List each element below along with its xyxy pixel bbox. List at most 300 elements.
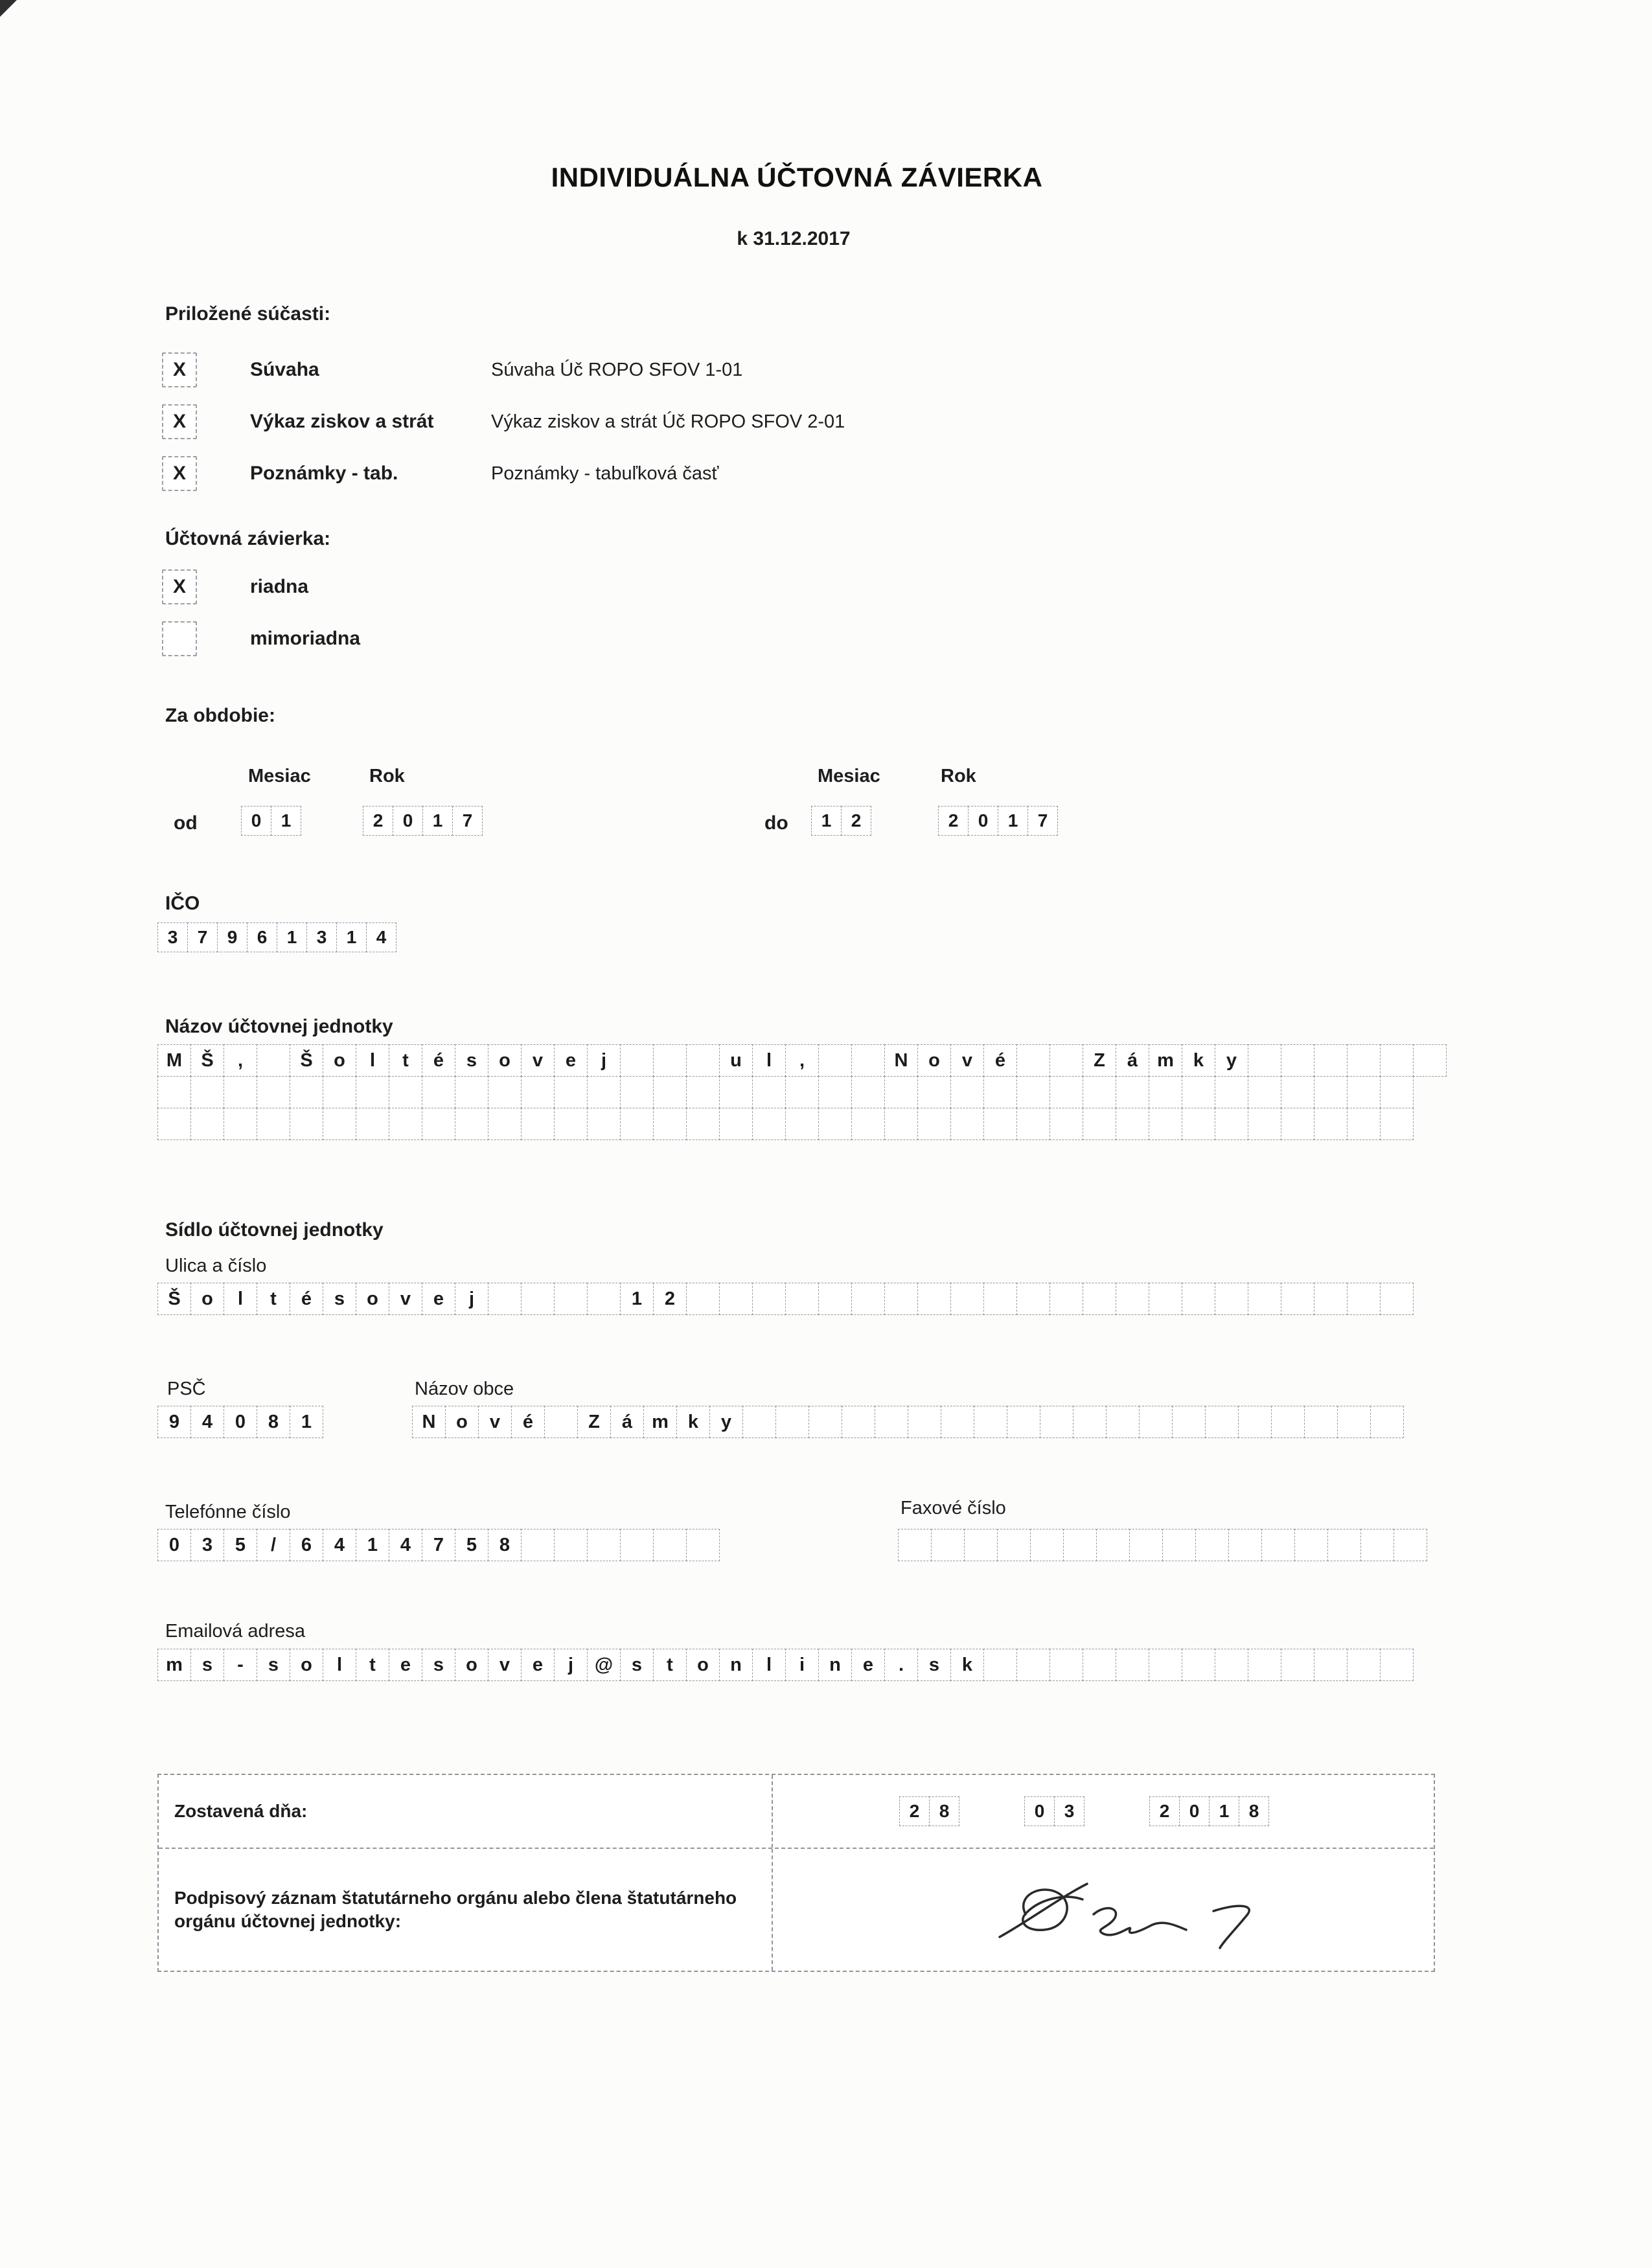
char-cell xyxy=(620,1108,654,1140)
char-cell: 8 xyxy=(929,1796,959,1826)
char-cell xyxy=(1182,1076,1215,1108)
char-cell: 5 xyxy=(455,1529,488,1561)
char-cell: 9 xyxy=(217,922,247,952)
char-cell xyxy=(653,1529,687,1561)
char-cell: o xyxy=(445,1406,479,1438)
char-cell: s xyxy=(190,1649,224,1681)
char-cell xyxy=(521,1108,555,1140)
char-cell xyxy=(686,1076,720,1108)
char-cell: 7 xyxy=(422,1529,455,1561)
email-label: Emailová adresa xyxy=(165,1621,305,1642)
fax-cells xyxy=(898,1529,1427,1561)
char-cell xyxy=(983,1283,1017,1315)
compiled-date-label: Zostavená dňa: xyxy=(174,1800,308,1821)
char-cell xyxy=(190,1076,224,1108)
char-cell: 1 xyxy=(422,806,453,836)
char-cell: m xyxy=(157,1649,191,1681)
char-cell xyxy=(389,1076,422,1108)
char-cell xyxy=(1215,1076,1248,1108)
char-cell: 2 xyxy=(938,806,969,836)
psc-label: PSČ xyxy=(167,1379,206,1399)
char-cell: u xyxy=(719,1044,753,1077)
period-to-label: do xyxy=(764,812,788,834)
char-cell xyxy=(190,1108,224,1140)
char-cell xyxy=(1007,1406,1040,1438)
char-cell xyxy=(1182,1108,1215,1140)
char-cell xyxy=(157,1108,191,1140)
char-cell xyxy=(785,1283,819,1315)
char-cell xyxy=(931,1529,965,1561)
char-cell: n xyxy=(719,1649,753,1681)
char-cell xyxy=(1347,1649,1381,1681)
char-cell: 6 xyxy=(290,1529,323,1561)
email-cells xyxy=(157,1649,1414,1681)
period-from-month-cells xyxy=(241,806,301,836)
phone-cells xyxy=(157,1529,720,1561)
char-cell: 2 xyxy=(653,1283,687,1315)
char-cell: y xyxy=(1215,1044,1248,1077)
signature-label: Podpisový záznam štatutárneho orgánu alebo člena štatutárneho orgánu účtovnej jednotky: xyxy=(174,1887,737,1931)
char-cell xyxy=(554,1076,588,1108)
char-cell: m xyxy=(643,1406,677,1438)
char-cell: 8 xyxy=(1239,1796,1269,1826)
period-to-year-label: Rok xyxy=(941,766,976,786)
char-cell xyxy=(1281,1108,1314,1140)
signature-row xyxy=(159,1849,1434,1971)
char-cell: t xyxy=(356,1649,389,1681)
char-cell: o xyxy=(488,1044,522,1077)
char-cell xyxy=(1116,1283,1149,1315)
char-cell xyxy=(1281,1649,1314,1681)
char-cell: s xyxy=(620,1649,654,1681)
char-cell: v xyxy=(389,1283,422,1315)
char-cell xyxy=(1294,1529,1328,1561)
char-cell: s xyxy=(257,1649,290,1681)
attachment-description: Súvaha Úč ROPO SFOV 1-01 xyxy=(491,359,743,380)
char-cell xyxy=(686,1044,720,1077)
char-cell xyxy=(1413,1044,1447,1077)
char-cell: o xyxy=(323,1044,356,1077)
char-cell: s xyxy=(917,1649,951,1681)
char-cell: 3 xyxy=(306,922,337,952)
char-cell xyxy=(257,1108,290,1140)
char-cell: j xyxy=(554,1649,588,1681)
char-cell xyxy=(818,1076,852,1108)
vykaz-checkbox xyxy=(162,404,197,439)
char-cell xyxy=(1050,1076,1083,1108)
char-cell xyxy=(1215,1283,1248,1315)
char-cell xyxy=(1172,1406,1206,1438)
char-cell: 1 xyxy=(811,806,842,836)
char-cell xyxy=(422,1076,455,1108)
char-cell xyxy=(752,1108,786,1140)
attachment-description: Výkaz ziskov a strát Úč ROPO SFOV 2-01 xyxy=(491,411,845,432)
char-cell xyxy=(809,1406,842,1438)
compiled-date-values xyxy=(773,1775,1434,1848)
char-cell xyxy=(908,1406,941,1438)
char-cell xyxy=(488,1283,522,1315)
char-cell: N xyxy=(412,1406,446,1438)
char-cell: Š xyxy=(157,1283,191,1315)
period-heading: Za obdobie: xyxy=(165,705,275,726)
char-cell: v xyxy=(521,1044,555,1077)
char-cell: l xyxy=(752,1649,786,1681)
char-cell: 8 xyxy=(488,1529,522,1561)
compiled-date-cell xyxy=(159,1775,773,1848)
char-cell xyxy=(1182,1283,1215,1315)
closing-type-heading: Účtovná závierka: xyxy=(165,528,331,549)
char-cell: 5 xyxy=(224,1529,257,1561)
char-cell: v xyxy=(478,1406,512,1438)
attachments-heading: Priložené súčasti: xyxy=(165,303,331,325)
char-cell xyxy=(1281,1076,1314,1108)
char-cell xyxy=(290,1076,323,1108)
char-cell xyxy=(1129,1529,1163,1561)
char-cell: m xyxy=(1149,1044,1182,1077)
period-to-year-cells xyxy=(938,806,1058,836)
char-cell xyxy=(488,1108,522,1140)
char-cell xyxy=(1149,1108,1182,1140)
char-cell xyxy=(653,1076,687,1108)
char-cell xyxy=(1116,1076,1149,1108)
char-cell xyxy=(950,1108,984,1140)
char-cell xyxy=(1083,1283,1116,1315)
signature-table xyxy=(157,1774,1435,1972)
char-cell: 7 xyxy=(452,806,483,836)
char-cell xyxy=(884,1076,918,1108)
char-cell xyxy=(1380,1649,1414,1681)
char-cell: 0 xyxy=(1024,1796,1055,1826)
char-cell: 1 xyxy=(998,806,1028,836)
char-cell: o xyxy=(356,1283,389,1315)
char-cell xyxy=(964,1529,998,1561)
char-cell: 4 xyxy=(389,1529,422,1561)
char-cell: i xyxy=(785,1649,819,1681)
char-cell xyxy=(1016,1076,1050,1108)
char-cell xyxy=(1106,1406,1140,1438)
char-cell: t xyxy=(389,1044,422,1077)
char-cell xyxy=(884,1108,918,1140)
char-cell xyxy=(587,1108,621,1140)
attachment-description: Poznámky - tabuľková časť xyxy=(491,463,719,484)
period-from-label: od xyxy=(174,812,198,834)
char-cell xyxy=(1314,1044,1348,1077)
poznamky-checkbox xyxy=(162,456,197,491)
char-cell xyxy=(290,1108,323,1140)
char-cell xyxy=(686,1529,720,1561)
char-cell: k xyxy=(676,1406,710,1438)
street-cells xyxy=(157,1283,1414,1315)
char-cell xyxy=(1248,1649,1281,1681)
char-cell xyxy=(1337,1406,1371,1438)
char-cell xyxy=(224,1108,257,1140)
char-cell: j xyxy=(455,1283,488,1315)
char-cell xyxy=(1238,1406,1272,1438)
char-cell: 0 xyxy=(241,806,271,836)
char-cell: e xyxy=(851,1649,885,1681)
period-to-month-label: Mesiac xyxy=(818,766,880,786)
char-cell: n xyxy=(818,1649,852,1681)
char-cell: é xyxy=(511,1406,545,1438)
char-cell xyxy=(1096,1529,1130,1561)
char-cell: k xyxy=(1182,1044,1215,1077)
char-cell xyxy=(455,1076,488,1108)
char-cell: e xyxy=(422,1283,455,1315)
char-cell xyxy=(1016,1108,1050,1140)
char-cell: M xyxy=(157,1044,191,1077)
char-cell xyxy=(1304,1406,1338,1438)
char-cell xyxy=(752,1283,786,1315)
char-cell xyxy=(898,1529,932,1561)
ico-cells xyxy=(157,922,396,952)
char-cell xyxy=(1347,1044,1381,1077)
char-cell: Š xyxy=(190,1044,224,1077)
char-cell: á xyxy=(610,1406,644,1438)
period-from-year-cells xyxy=(363,806,483,836)
char-cell: - xyxy=(224,1649,257,1681)
char-cell xyxy=(389,1108,422,1140)
char-cell: o xyxy=(455,1649,488,1681)
char-cell xyxy=(1139,1406,1173,1438)
char-cell: 4 xyxy=(366,922,396,952)
char-cell xyxy=(917,1108,951,1140)
char-cell xyxy=(1380,1283,1414,1315)
char-cell xyxy=(818,1108,852,1140)
char-cell xyxy=(1083,1108,1116,1140)
checkbox-mark: X xyxy=(172,359,186,380)
char-cell xyxy=(257,1044,290,1077)
char-cell xyxy=(851,1283,885,1315)
char-cell: o xyxy=(290,1649,323,1681)
char-cell xyxy=(554,1529,588,1561)
char-cell xyxy=(1261,1529,1295,1561)
attachment-label: Poznámky - tab. xyxy=(250,463,398,484)
char-cell xyxy=(1347,1076,1381,1108)
char-cell xyxy=(554,1108,588,1140)
char-cell xyxy=(1215,1649,1248,1681)
char-cell: Z xyxy=(577,1406,611,1438)
char-cell xyxy=(554,1283,588,1315)
char-cell: 1 xyxy=(1209,1796,1239,1826)
char-cell xyxy=(620,1076,654,1108)
char-cell xyxy=(1248,1076,1281,1108)
char-cell xyxy=(521,1283,555,1315)
char-cell xyxy=(983,1108,1017,1140)
char-cell: o xyxy=(686,1649,720,1681)
char-cell xyxy=(983,1649,1017,1681)
char-cell xyxy=(1030,1529,1064,1561)
char-cell xyxy=(620,1529,654,1561)
char-cell xyxy=(974,1406,1007,1438)
char-cell: 0 xyxy=(157,1529,191,1561)
char-cell: é xyxy=(290,1283,323,1315)
char-cell: 1 xyxy=(620,1283,654,1315)
char-cell xyxy=(941,1406,974,1438)
char-cell: Z xyxy=(1083,1044,1116,1077)
char-cell xyxy=(1182,1649,1215,1681)
char-cell: 1 xyxy=(271,806,301,836)
char-cell xyxy=(875,1406,908,1438)
char-cell: k xyxy=(950,1649,984,1681)
char-cell: l xyxy=(356,1044,389,1077)
closing-type-label: mimoriadna xyxy=(250,628,361,649)
char-cell xyxy=(1248,1044,1281,1077)
psc-cells xyxy=(157,1406,323,1438)
riadna-checkbox xyxy=(162,569,197,604)
char-cell xyxy=(884,1283,918,1315)
char-cell: v xyxy=(488,1649,522,1681)
char-cell: s xyxy=(455,1044,488,1077)
char-cell xyxy=(818,1044,852,1077)
char-cell: 7 xyxy=(1027,806,1058,836)
char-cell xyxy=(257,1076,290,1108)
char-cell: 8 xyxy=(257,1406,290,1438)
char-cell xyxy=(422,1108,455,1140)
char-cell xyxy=(1281,1283,1314,1315)
char-cell: v xyxy=(950,1044,984,1077)
entity-name-row-3 xyxy=(157,1108,1447,1140)
char-cell xyxy=(719,1076,753,1108)
char-cell xyxy=(1050,1044,1083,1077)
char-cell xyxy=(950,1076,984,1108)
char-cell: e xyxy=(521,1649,555,1681)
char-cell: 2 xyxy=(899,1796,930,1826)
char-cell: N xyxy=(884,1044,918,1077)
char-cell xyxy=(1360,1529,1394,1561)
char-cell: Š xyxy=(290,1044,323,1077)
char-cell: s xyxy=(323,1283,356,1315)
char-cell xyxy=(1380,1108,1414,1140)
char-cell: 1 xyxy=(356,1529,389,1561)
char-cell xyxy=(1248,1283,1281,1315)
char-cell xyxy=(1016,1044,1050,1077)
char-cell xyxy=(785,1108,819,1140)
char-cell xyxy=(1050,1283,1083,1315)
closing-type-label: riadna xyxy=(250,576,309,597)
char-cell: @ xyxy=(587,1649,621,1681)
char-cell xyxy=(224,1076,257,1108)
char-cell: é xyxy=(983,1044,1017,1077)
char-cell: 9 xyxy=(157,1406,191,1438)
char-cell xyxy=(1314,1108,1348,1140)
char-cell: 3 xyxy=(1054,1796,1084,1826)
attachment-row-vykaz xyxy=(162,404,845,440)
char-cell xyxy=(1347,1108,1381,1140)
char-cell xyxy=(544,1406,578,1438)
char-cell xyxy=(851,1044,885,1077)
char-cell xyxy=(1314,1283,1348,1315)
char-cell xyxy=(1016,1283,1050,1315)
form-date-line: k 31.12.2017 xyxy=(737,228,851,249)
street-label: Ulica a číslo xyxy=(165,1255,267,1276)
suvaha-checkbox xyxy=(162,352,197,387)
address-heading: Sídlo účtovnej jednotky xyxy=(165,1219,384,1241)
period-to-month-cells xyxy=(811,806,871,836)
char-cell xyxy=(818,1283,852,1315)
char-cell: 4 xyxy=(190,1406,224,1438)
char-cell xyxy=(1327,1529,1361,1561)
char-cell xyxy=(1040,1406,1073,1438)
char-cell xyxy=(1149,1283,1182,1315)
char-cell xyxy=(1083,1649,1116,1681)
char-cell xyxy=(1073,1406,1107,1438)
char-cell: e xyxy=(554,1044,588,1077)
char-cell xyxy=(488,1076,522,1108)
char-cell xyxy=(983,1076,1017,1108)
char-cell: 2 xyxy=(363,806,393,836)
char-cell xyxy=(1116,1649,1149,1681)
checkbox-mark: X xyxy=(172,463,186,484)
char-cell: 1 xyxy=(277,922,307,952)
period-from-month-label: Mesiac xyxy=(248,766,311,786)
char-cell xyxy=(1149,1649,1182,1681)
char-cell: . xyxy=(884,1649,918,1681)
attachment-row-poznamky xyxy=(162,455,718,492)
attachment-label: Výkaz ziskov a strát xyxy=(250,411,434,432)
char-cell xyxy=(1228,1529,1262,1561)
closing-type-row-riadna xyxy=(162,569,491,605)
char-cell xyxy=(1380,1044,1414,1077)
char-cell: 1 xyxy=(290,1406,323,1438)
char-cell: , xyxy=(785,1044,819,1077)
char-cell: 0 xyxy=(393,806,423,836)
period-from-year-label: Rok xyxy=(369,766,405,786)
checkbox-mark: X xyxy=(172,411,186,432)
char-cell: é xyxy=(422,1044,455,1077)
char-cell: 2 xyxy=(841,806,871,836)
attachment-label: Súvaha xyxy=(250,359,319,380)
entity-name-row-1 xyxy=(157,1044,1447,1077)
char-cell xyxy=(1370,1406,1404,1438)
ico-label: IČO xyxy=(165,893,200,914)
char-cell: t xyxy=(257,1283,290,1315)
char-cell: y xyxy=(709,1406,743,1438)
char-cell: 6 xyxy=(247,922,277,952)
char-cell xyxy=(1149,1076,1182,1108)
char-cell xyxy=(1380,1076,1414,1108)
char-cell xyxy=(1314,1649,1348,1681)
entity-name-heading: Názov účtovnej jednotky xyxy=(165,1016,393,1037)
compiled-month-cells xyxy=(1024,1796,1084,1826)
char-cell: 2 xyxy=(1149,1796,1180,1826)
char-cell: s xyxy=(422,1649,455,1681)
char-cell: l xyxy=(323,1649,356,1681)
char-cell xyxy=(521,1529,555,1561)
char-cell xyxy=(653,1108,687,1140)
char-cell: 3 xyxy=(190,1529,224,1561)
char-cell: 4 xyxy=(323,1529,356,1561)
char-cell xyxy=(686,1283,720,1315)
char-cell xyxy=(1083,1076,1116,1108)
char-cell: , xyxy=(224,1044,257,1077)
char-cell xyxy=(323,1108,356,1140)
char-cell xyxy=(851,1108,885,1140)
char-cell: l xyxy=(224,1283,257,1315)
scan-artifact-corner xyxy=(0,0,17,17)
char-cell xyxy=(752,1076,786,1108)
char-cell xyxy=(323,1076,356,1108)
fax-label: Faxové číslo xyxy=(901,1498,1006,1518)
char-cell xyxy=(587,1283,621,1315)
signature-area xyxy=(773,1849,1434,1971)
char-cell xyxy=(851,1076,885,1108)
char-cell xyxy=(742,1406,776,1438)
char-cell xyxy=(950,1283,984,1315)
char-cell xyxy=(917,1283,951,1315)
entity-name-row-2 xyxy=(157,1076,1447,1108)
char-cell xyxy=(587,1076,621,1108)
town-label: Názov obce xyxy=(415,1379,514,1399)
